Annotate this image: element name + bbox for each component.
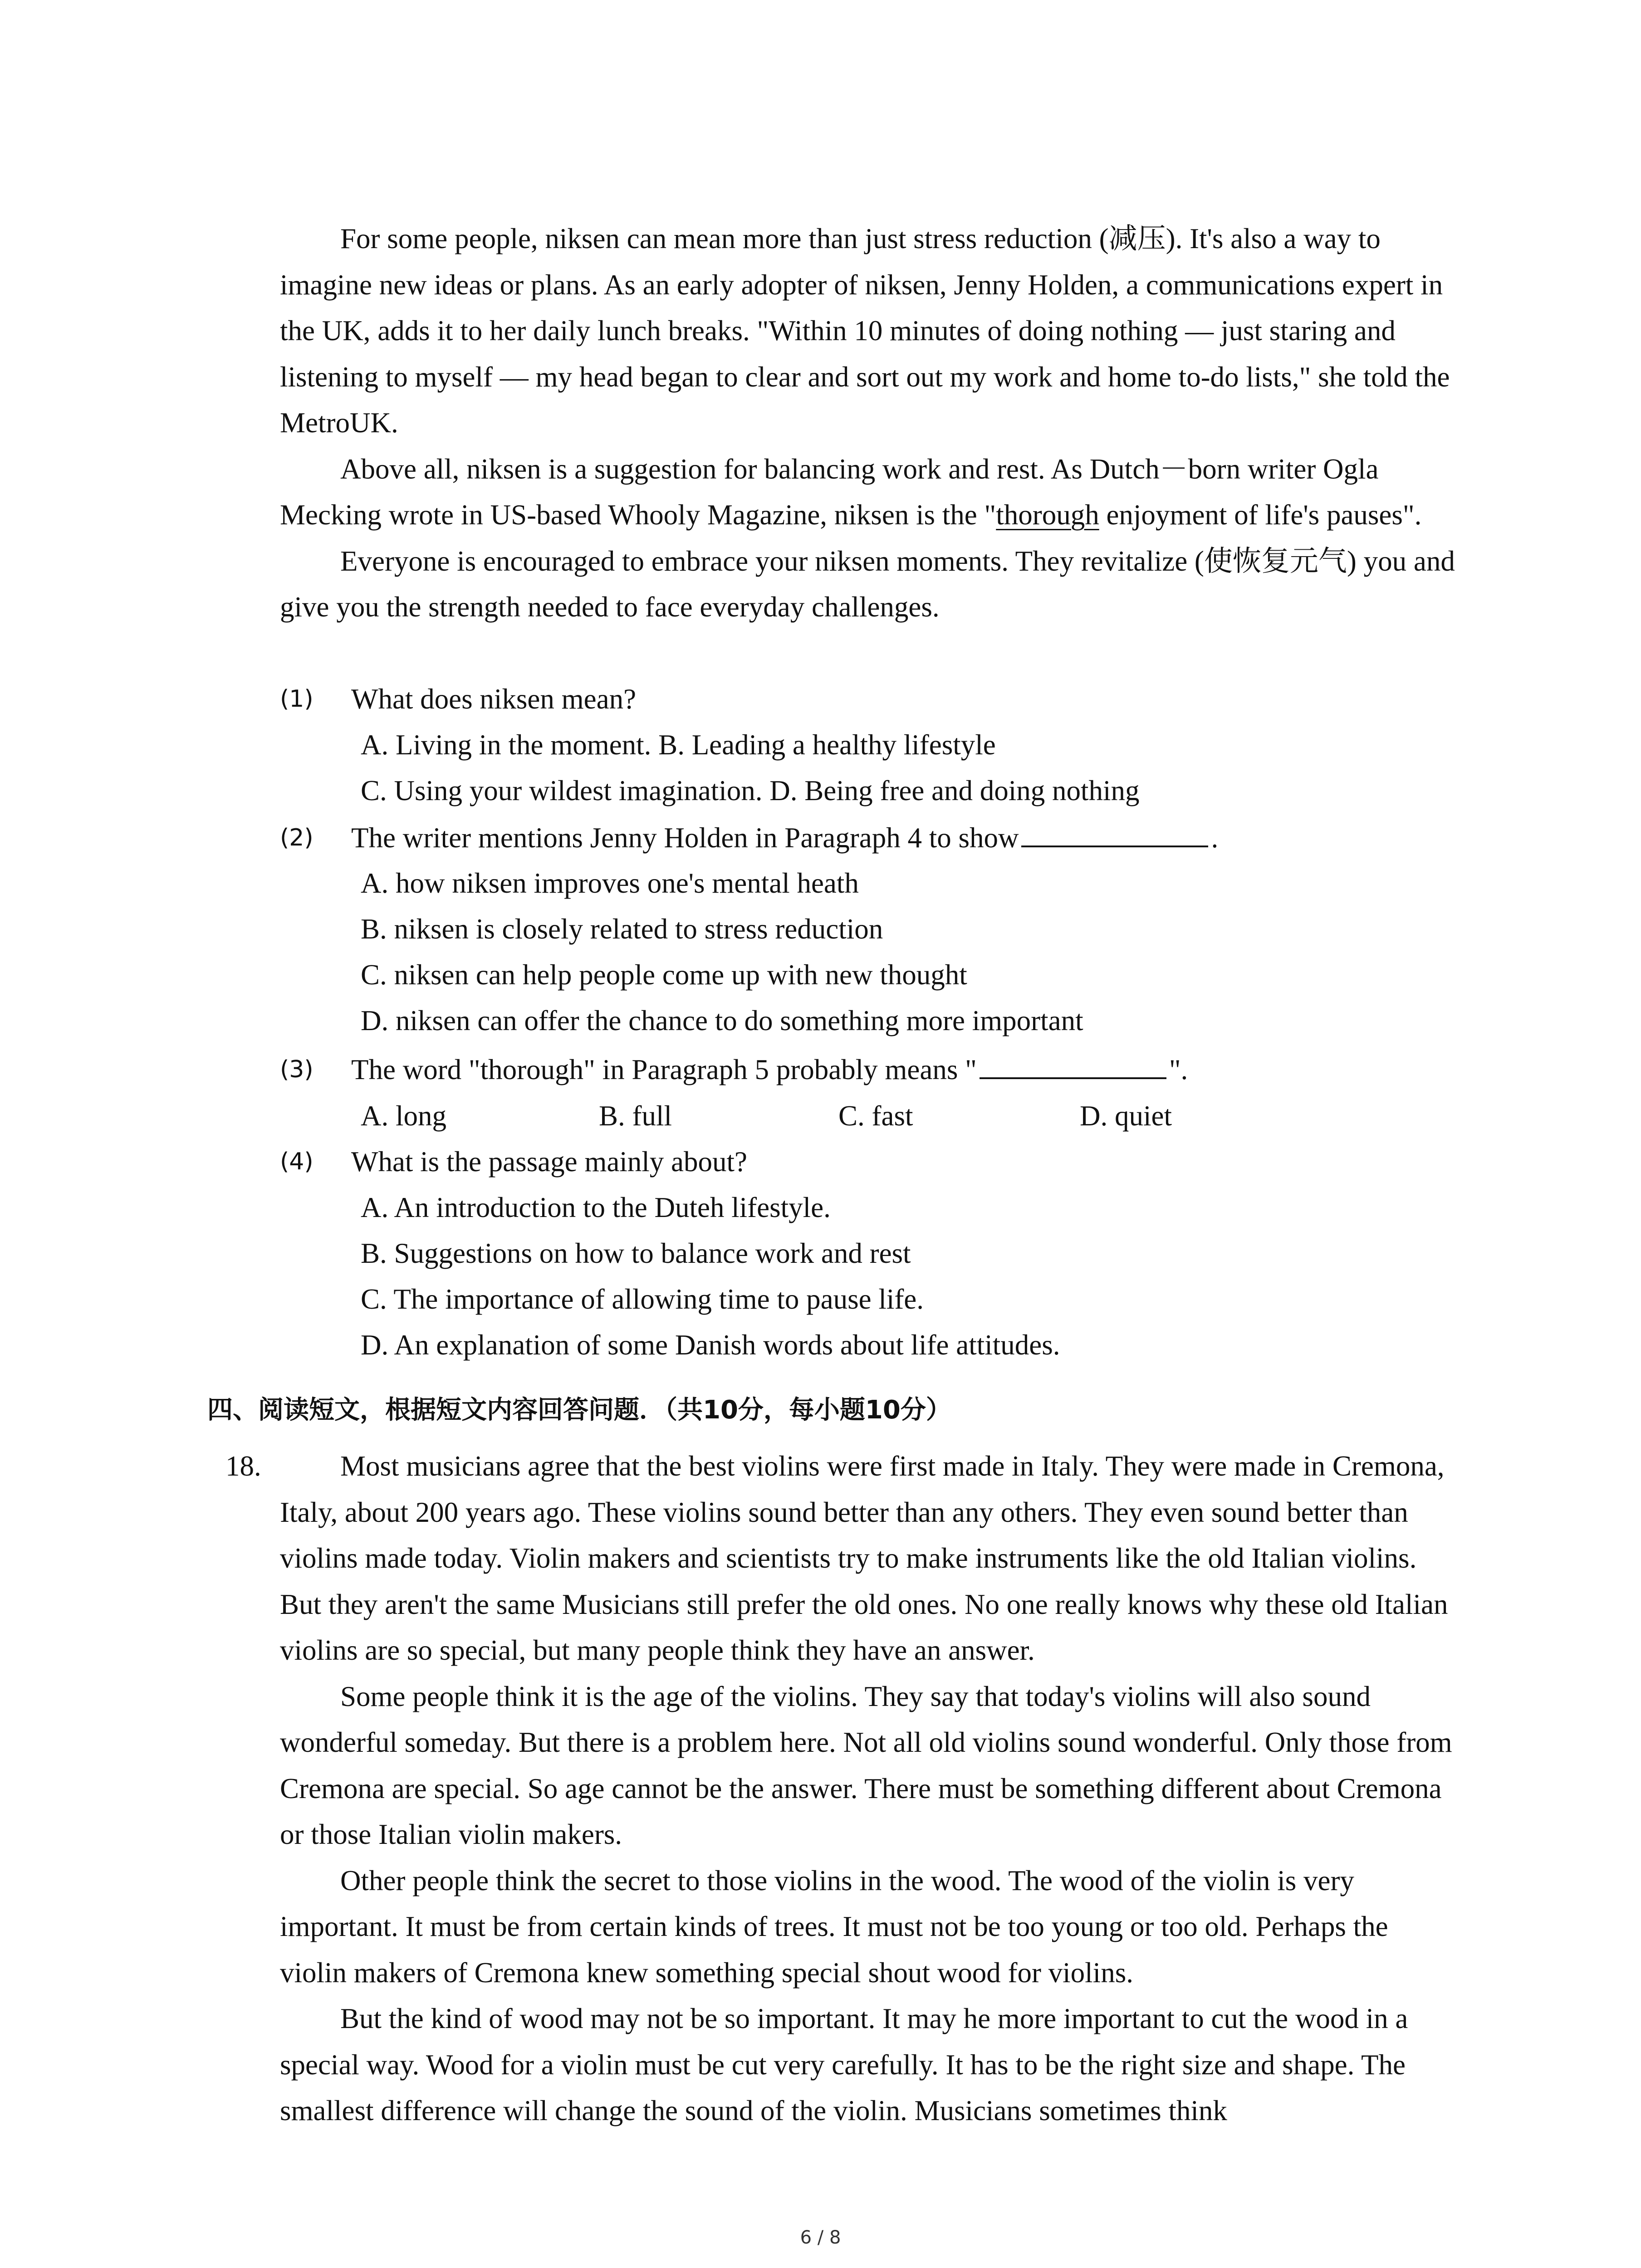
passage-18	[280, 1443, 1460, 2134]
answer-blank	[980, 1050, 1166, 1079]
option-d: D. niksen can offer the chance to do something more important	[361, 1005, 1083, 1036]
page-number: 6 / 8	[800, 2227, 841, 2248]
question-punct: ".	[1169, 1054, 1188, 1085]
question-stem: The writer mentions Jenny Holden in Paragraph 4 to show	[351, 822, 1019, 854]
option-a: A. An introduction to the Duteh lifestyle.	[361, 1192, 831, 1223]
question-text	[351, 815, 1218, 861]
question-3	[280, 1047, 1460, 1093]
option-b: B. niksen is closely related to stress reduction	[361, 913, 883, 945]
passage-paragraph	[280, 446, 1460, 538]
passage-paragraph: For some people, niksen can mean more than just stress reduction (减压). It's also a way to imagine new ideas or plans. As an early adopter of niksen, Jenny Holden, a communications expert in the UK, adds it to her daily lunch breaks. "Within 10 minutes of doing nothing — just staring and listening to myself — my head began to clear and sort out my work and home to-do lists," she told the MetroUK.	[280, 223, 1450, 439]
option-b: B. Suggestions on how to balance work and rest	[361, 1237, 911, 1269]
answer-blank	[1021, 818, 1208, 847]
question-number: (2)	[280, 824, 314, 851]
question-number: (1)	[280, 685, 314, 713]
question-1	[280, 676, 1460, 722]
question-text: What does niksen mean?	[351, 683, 637, 715]
option-d: D. quiet	[1080, 1100, 1172, 1132]
option-c: C. The importance of allowing time to pause life.	[361, 1283, 924, 1315]
passage-paragraph: Most musicians agree that the best violins were first made in Italy. They were made in Cremona, Italy, about 200 years ago. These violins sound better than any others. They even sound better than violins made today. Violin makers and scientists try to make instruments like the old Italian violins. But they aren't the same Musicians still prefer the old ones. No one really knows why these old Italian violins are so special, but many people think they have an answer.	[280, 1450, 1448, 1666]
option-c: C. niksen can help people come up with new thought	[361, 959, 967, 991]
option-d: D. An explanation of some Danish words about life attitudes.	[361, 1329, 1060, 1361]
question-number: (4)	[280, 1148, 314, 1175]
passage-paragraph: Some people think it is the age of the violins. They say that today's violins will also sound wonderful someday. But there is a problem here. Not all old violins sound wonderful. Only those from Cremona are special. So age cannot be the answer. There must be something different about Cremona or those Italian violin makers.	[280, 1680, 1452, 1850]
underlined-word: thorough	[996, 499, 1099, 531]
question-2	[280, 815, 1460, 861]
question-4	[280, 1139, 1460, 1185]
question-text: What is the passage mainly about?	[351, 1146, 747, 1178]
passage-top	[280, 216, 1460, 631]
passage-paragraph: Everyone is encouraged to embrace your niksen moments. They revitalize (使恢复元气) you and give you the strength needed to face everyday challenges.	[280, 545, 1455, 623]
section-heading: 四、阅读短文，根据短文内容回答问题．（共10分，每小题10分）	[207, 1395, 951, 1425]
passage-text: Above all, niksen is a suggestion for balancing work and rest. As Dutch－born writer Ogla Mecking wrote in US-based Whooly Magazine, niksen is the "	[280, 453, 1379, 531]
option-c: C. fast	[838, 1100, 913, 1132]
question-number: 18.	[225, 1450, 261, 1482]
question-stem: The word "thorough" in Paragraph 5 probably means "	[351, 1054, 977, 1085]
passage-text: enjoyment of life's pauses".	[1099, 499, 1422, 531]
question-punct: .	[1211, 822, 1219, 854]
option-a: A. long	[361, 1100, 446, 1132]
option-line: A. Living in the moment. B. Leading a healthy lifestyle	[361, 729, 996, 761]
question-number: (3)	[280, 1056, 314, 1083]
option-b: B. full	[599, 1100, 672, 1132]
option-a: A. how niksen improves one's mental heath	[361, 867, 859, 899]
passage-paragraph: Other people think the secret to those violins in the wood. The wood of the violin is very important. It must be from certain kinds of trees. It must not be too young or too old. Perhaps the violin makers of Cremona knew something special shout wood for violins.	[280, 1864, 1388, 1989]
option-line: C. Using your wildest imagination. D. Being free and doing nothing	[361, 775, 1140, 807]
passage-paragraph: But the kind of wood may not be so important. It may he more important to cut the wood in a special way. Wood for a violin must be cut very carefully. It has to be the right size and shape. The smallest difference will change the sound of the violin. Musicians sometimes think	[280, 2003, 1408, 2126]
question-text	[351, 1047, 1188, 1093]
